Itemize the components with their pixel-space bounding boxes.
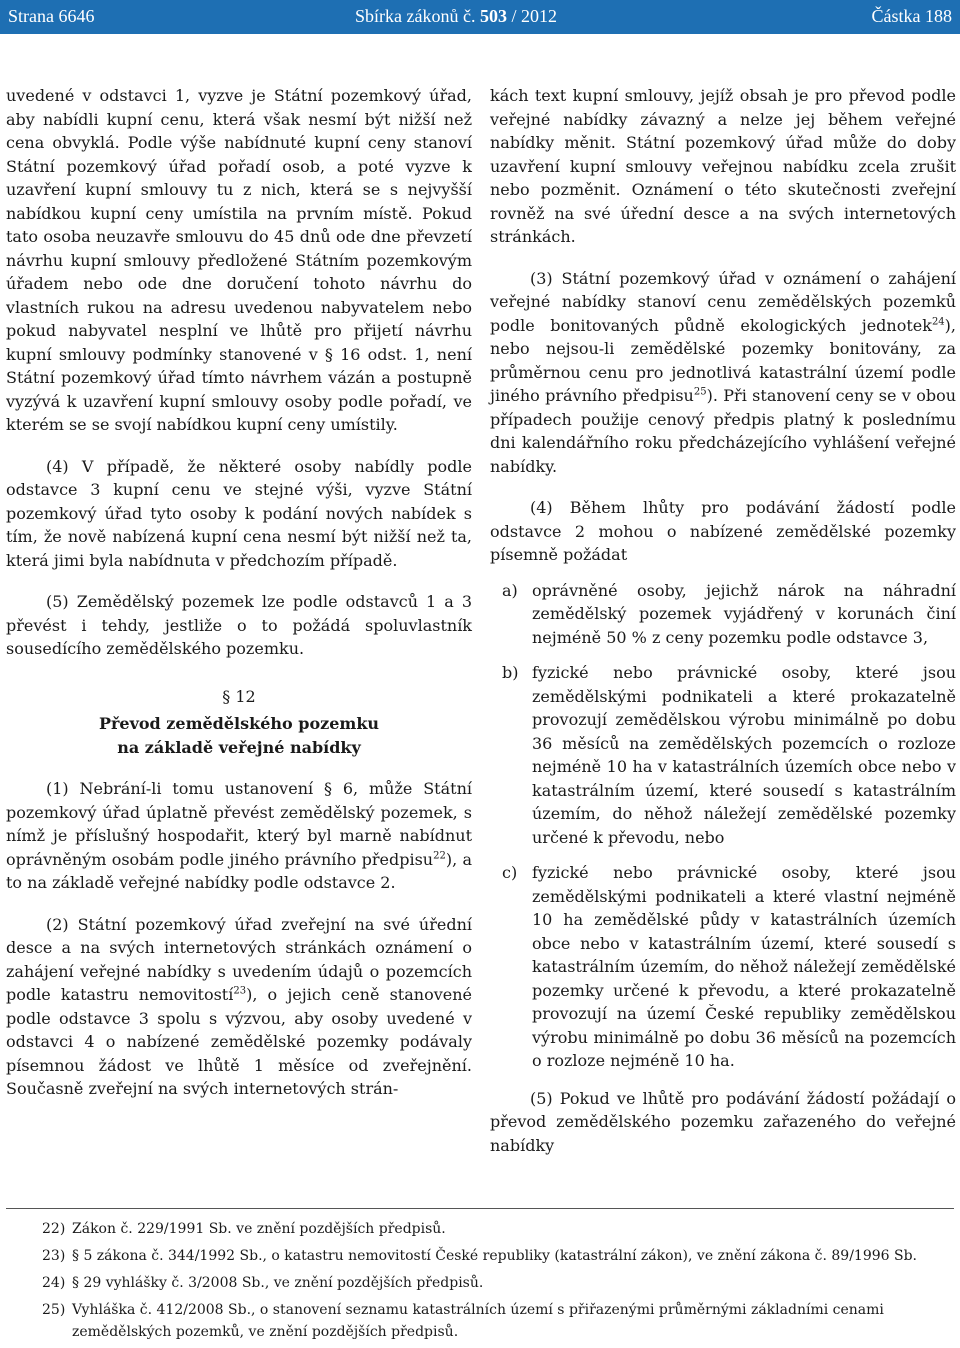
footnote-mark: 22) [42,1221,66,1237]
section-title-line-2: na základě veřejné nabídky [117,737,361,757]
paragraph-2-continuation: kách text kupní smlouvy, jejíž obsah je pro převod podle veřejné nabídky závazný a nelze jej během veřejné nabídky měnit. Státní pozemkový úřad může do doby uzavření kupní smlouvy veřejnou nabídku zcela zrušit nebo pozměnit. Oznámení o této skutečnosti zveřejní rovněž na své úřední desce a na svých internetových stránkách. [490,86,956,246]
list-item-text: oprávněné osoby, jejichž nárok na náhradní zemědělský pozemek vyjádřený v korunách činí nejméně 50 % z ceny pozemku podle odstavce 3, [532,580,956,647]
footnote-text: § 5 zákona č. 344/1992 Sb., o katastru nemovitostí České republiky (katastrální zákon), ve znění zákona č. 89/1996 Sb. [72,1248,917,1264]
collection-title [355,5,557,27]
footnote-mark: 25) [42,1302,66,1318]
footnote-text: § 29 vyhlášky č. 3/2008 Sb., ve znění pozdějších předpisů. [72,1275,484,1291]
paragraph-4: (4) V případě, že některé osoby nabídly podle odstavce 3 kupní cenu ve stejné výši, vyzve Státní pozemkový úřad tyto osoby k podání nových nabídek s tím, že nově nabízená kupní cena nesmí být nižší než ta, která jimi byla nabídnuta v předchozím případě. [6,456,472,570]
list-item-label: b) [502,663,519,682]
section-paragraph-3-mid: ), nebo nejsou-li zemědělské pozemky bonitovány, za průměrnou cenu pro jednotlivá katastrální území podle jiného právního předpisu [490,315,956,405]
list-item [490,861,956,1073]
page-number: Strana 6646 [8,6,95,26]
section-paragraph-2-text: (2) Státní pozemkový úřad zveřejní na své úřední desce a na svých internetových stránkách oznámení o zahájení veřejné nabídky s uvedením údajů o pozemcích podle katastru nemovitostí [6,914,472,1004]
collection-label: Sbírka zákonů č. [355,6,480,26]
footnote-ref-23[interactable]: 23 [233,985,247,997]
left-column [6,84,472,1101]
collection-number: 503 [479,6,507,26]
section-paragraph-5: (5) Pokud ve lhůtě pro podávání žádostí požádají o převod zemědělského pozemku zařazeného do veřejné nabídky [490,1088,956,1155]
section-paragraph-1 [6,777,472,895]
footnotes [6,1218,954,1348]
footnote-23 [6,1245,954,1267]
right-column [490,84,956,1157]
list-item-text: fyzické nebo právnické osoby, které jsou zemědělskými podnikateli a které vlastní nejméně 10 ha zemědělské půdy v katastrálních územích obce nebo v katastrálním území, které sousedí s katastrálním územím, do něhož náležejí zemědělské pozemky určené k převodu, a které prokazatelně provozují na území České republiky zemědělskou výrobu minimálně po dobu 36 měsíců na pozemcích o rozloze nejméně 10 ha. [532,863,956,1070]
footnote-ref-22[interactable]: 22 [433,850,446,862]
footnote-24 [6,1272,954,1294]
section-heading [6,685,472,760]
list-item-label: a) [502,580,518,600]
section-paragraph-3-text: (3) Státní pozemkový úřad v oznámení o zahájení veřejné nabídky stanoví cenu zemědělských pozemků podle bonitovaných půdně ekologických jednotek [490,268,956,335]
section-paragraph-2 [6,913,472,1101]
section-paragraph-3-tail: ). Při stanovení ceny se v obou případech použije cenový předpis platný k poslednímu dni kalendářního roku předcházejícího vyhlášení veřejné nabídky. [490,386,957,476]
section-paragraph-4-intro: (4) Během lhůty pro podávání žádostí podle odstavce 2 mohou o nabízené zemědělské pozemky písemně požádat [490,498,956,564]
list-item [490,579,956,650]
section-paragraph-1-text: (1) Nebrání-li tomu ustanovení § 6, může Státní pozemkový úřad úplatně převést zemědělský pozemek, s nímž je příslušný hospodařit, který byl marně nabídnut oprávněným osobám podle jiného právního předpisu [6,779,472,869]
footnote-mark: 23) [42,1248,66,1264]
collection-year: / 2012 [506,6,557,26]
paragraph-5: (5) Zemědělský pozemek lze podle odstavců 1 a 3 převést i tehdy, jestliže o to požádá spoluvlastník sousedícího zemědělského pozemku. [6,592,472,658]
section-title-line-1: Převod zemědělského pozemku [98,714,380,733]
footnote-22 [6,1218,954,1240]
issue-number: Částka 188 [871,6,952,26]
eligible-persons-list [490,579,956,1073]
paragraph-continuation: uvedené v odstavci 1, vyzve je Státní pozemkový úřad, aby nabídli kupní cenu, která však nesmí být nižší než cena obvyklá. Podle výše nabídnuté kupní ceny stanoví Státní pozemkový úřad pořadí osob, a poté vyzve k uzavření kupní smlouvy tu z nich, která se s nejvyšší nabídkou kupní ceny umístila na prvním místě. Pokud tato osoba neuzavře smlouvu do 45 dnů ode dne převzetí návrhu kupní smlouvy předložené Státním pozemkovým úřadem nebo ode dne doručení tohoto návrhu do vlastních rukou na adresu uvedenou nabyvatelem nebo pokud nabyvatel nesplní ve lhůtě pro přijetí návrhu kupní smlouvy podmínky stanovené v § 16 odst. 1, není Státní pozemkový úřad tímto návrhem vázán a postupně vyzývá k uzavření kupní smlouvy osoby podle pořadí, ve kterém se se svojí nabídkou kupní ceny umístily. [6,86,472,434]
footnote-text: Zákon č. 229/1991 Sb. ve znění pozdějších předpisů. [72,1221,446,1237]
section-paragraph-3 [490,267,956,479]
footnote-ref-25[interactable]: 25 [693,386,707,398]
list-item [490,661,956,849]
list-item-text: fyzické nebo právnické osoby, které jsou zemědělskými podnikateli a které prokazatelně provozují zemědělskou výrobu minimálně po dobu 36 měsíců na zemědělských pozemcích o rozloze nejméně 10 ha v katastrálních územích obce nebo v katastrálním území, které sousedí s katastrálním územím, do něhož náležejí zemědělské pozemky určené k převodu, nebo [532,663,956,847]
section-paragraph-2-tail: ), o jejich ceně stanovené podle odstavce 3 spolu s výzvou, aby osoby uvedené v odstavci 4 o nabízené zemědělské pozemky podávaly písemnou žádost ve lhůtě 1 měsíce od zveřejnění. Současně zveřejní na svých internetových strán- [6,985,472,1098]
section-number: § 12 [222,686,256,706]
footnote-mark: 24) [42,1275,66,1291]
page-header [0,0,960,34]
footnote-ref-24[interactable]: 24 [931,316,945,328]
footnote-divider [6,1208,954,1209]
footnote-text: Vyhláška č. 412/2008 Sb., o stanovení seznamu katastrálních území s přiřazenými průměrnými základními cenami zemědělských pozemků, ve znění pozdějších předpisů. [72,1302,884,1340]
section-paragraph-1-tail: ), a to na základě veřejné nabídky podle odstavce 2. [6,849,473,892]
footnote-25 [6,1299,954,1343]
list-item-label: c) [502,863,518,882]
